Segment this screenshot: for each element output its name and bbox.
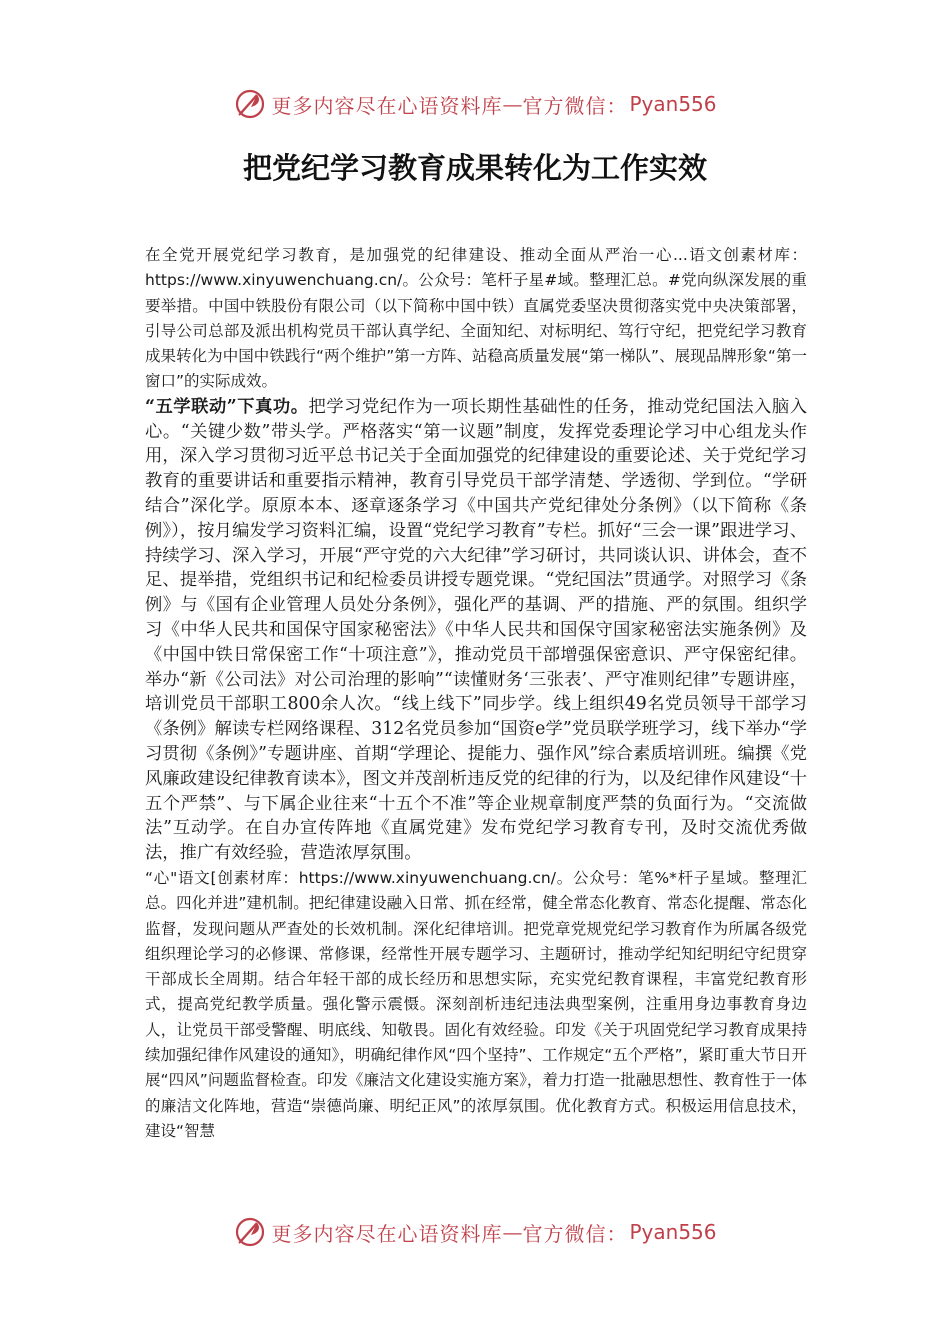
- section1-paragraph: [145, 395, 807, 866]
- banner-wechat-id: Pyan556: [629, 1220, 717, 1244]
- quill-logo-icon: [233, 1215, 267, 1249]
- banner-suffix: 官方微信：: [522, 93, 628, 118]
- banner-text: 更多内容尽在心语资料库: [271, 93, 503, 118]
- quill-logo-icon: [233, 87, 267, 121]
- banner-dash: —: [502, 92, 523, 116]
- banner-suffix: 官方微信：: [522, 1221, 628, 1246]
- intro-paragraph: 在全党开展党纪学习教育，是加强党的纪律建设、推动全面从严治一心...语文创素材库：https://www.xinyuwenchuang.cn/。公众号：笔杆子星#域。整理汇总。#党向纵深发展的重要举措。中国中铁股份有限公司（以下简称中国中铁）直属党委坚决贯彻落实党中央决策部署，引导公司总部及派出机构党员干部认真学纪、全面知纪、对标明纪、笃行守纪，把党纪学习教育成果转化为中国中铁践行“两个维护”第一方阵、站稳高质量发展“第一梯队”、展现品牌形象“第一窗口”的实际成效。: [145, 246, 807, 391]
- banner-dash: —: [502, 1220, 523, 1244]
- page-title: 把党纪学习教育成果转化为工作实效: [242, 151, 707, 185]
- article-body: [145, 243, 807, 1144]
- banner-text: 更多内容尽在心语资料库: [271, 1221, 503, 1246]
- header-banner: [0, 84, 950, 124]
- section2-paragraph: “心"语文[创素材库：https://www.xinyuwenchuang.cn/。公众号：笔%*杆子星域。整理汇总。四化并进”建机制。把纪律建设融入日常、抓在经常，健全常态化教育、常态化提醒、常态化监督，发现问题从严查处的长效机制。深化纪律培训。把党章党规党纪学习教育作为所属各级党组织理论学习的必修课、常修课，经常性开展专题学习、主题研讨，推动学纪知纪明纪守纪贯穿干部成长全周期。结合年轻干部的成长经历和思想实际，充实党纪教育课程，丰富党纪教育形式，提高党纪教学质量。强化警示震慑。深刻剖析违纪违法典型案例，注重用身边事教育身边人，让党员干部受警醒、明底线、知敬畏。固化有效经验。印发《关于巩固党纪学习教育成果持续加强纪律作风建设的通知》，明确纪律作风“四个坚持”、工作规定“五个严格”，紧盯重大节日开展“四风”问题监督检查。印发《廉洁文化建设实施方案》，着力打造一批融思想性、教育性于一体的廉洁文化阵地，营造“崇德尚廉、明纪正风”的浓厚氛围。优化教育方式。积极运用信息技术，建设“智慧: [145, 868, 807, 1140]
- footer-banner: [0, 1212, 950, 1252]
- banner-wechat-id: Pyan556: [629, 92, 717, 116]
- section1-body: 把学习党纪作为一项长期性基础性的任务，推动党纪国法入脑入心。“关键少数”带头学。严格落实“第一议题”制度，发挥党委理论学习中心组龙头作用，深入学习贯彻习近平总书记关于全面加强党的纪律建设的重要论述、关于党纪学习教育的重要讲话和重要指示精神，教育引导党员干部学清楚、学透彻、学到位。“学研结合”深化学。原原本本、逐章逐条学习《中国共产党纪律处分条例》（以下简称《条例》），按月编发学习资料汇编，设置“党纪学习教育”专栏。抓好“三会一课”跟进学习、持续学习、深入学习，开展“严守党的六大纪律”学习研讨，共同谈认识、讲体会，查不足、提举措，党组织书记和纪检委员讲授专题党课。“党纪国法”贯通学。对照学习《条例》与《国有企业管理人员处分条例》，强化严的基调、严的措施、严的氛围。组织学习《中华人民共和国保守国家秘密法》《中华人民共和国保守国家秘密法实施条例》及《中国中铁日常保密工作“十项注意”》，推动党员干部增强保密意识、严守保密纪律。举办“新《公司法》对公司治理的影响”“读懂财务‘三张表’、严守准则纪律”专题讲座，培训党员干部职工800余人次。“线上线下”同步学。线上组织49名党员领导干部学习《条例》解读专栏网络课程、312名党员参加“国资e学”党员联学班学习，线下举办“学习贯彻《条例》”专题讲座、首期“学理论、提能力、强作风”综合素质培训班。编撰《党风廉政建设纪律教育读本》，图文并茂剖析违反党的纪律的行为，以及纪律作风建设“十五个严禁”、与下属企业往来“十五个不准”等企业规章制度严禁的负面行为。“交流做法”互动学。在自办宣传阵地《直属党建》发布党纪学习教育专刊，及时交流优秀做法，推广有效经验，营造浓厚氛围。: [145, 396, 807, 864]
- section1-lead: “五学联动”下真功。: [145, 396, 309, 417]
